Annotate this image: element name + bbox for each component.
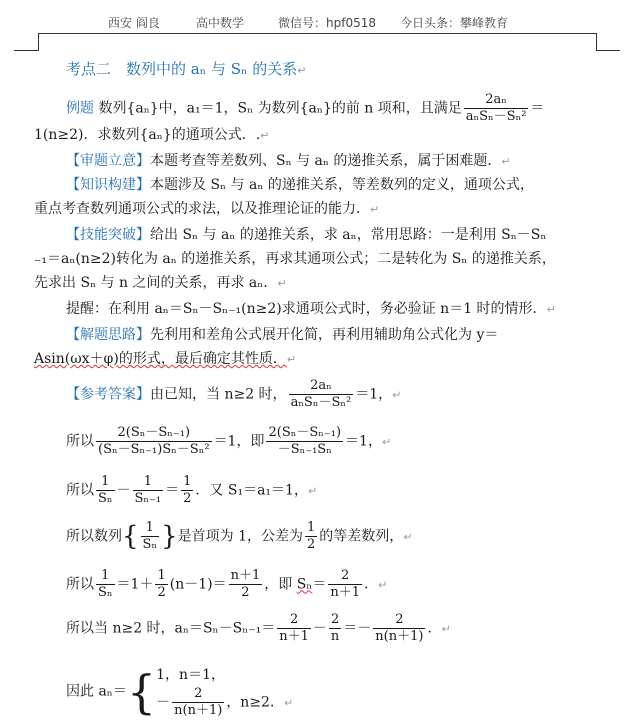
- answer-l3-post: ．又 S₁＝a₁＝1，: [195, 482, 308, 499]
- page-header: [0, 10, 634, 32]
- answer-l6-fraction-1: [277, 612, 311, 645]
- answer-l3-fraction-1: [96, 474, 115, 507]
- text-jieti-cont: Asin(ωx＋φ)的形式，最后确定其性质．: [34, 351, 287, 367]
- section-line-3: 重点考查数列通项公式的求法，以及推理论证的能力．↵: [34, 201, 380, 217]
- answer-l5-fraction-4: [328, 568, 362, 601]
- section-title: 考点二 数列中的 aₙ 与 Sₙ 的关系↵: [66, 60, 307, 78]
- frac-num: 1: [141, 520, 160, 537]
- answer-l5-mid3: ，即: [264, 576, 297, 593]
- frac-num: 2: [328, 568, 362, 585]
- example-condition-fraction: [464, 92, 529, 125]
- condition-denominator: aₙSₙ－Sₙ²: [465, 109, 527, 124]
- answer-l5-fraction-2: [155, 568, 167, 601]
- answer-line-1: 【参考答案】由已知，当 n≥2 时， $\frac{\text{2aₙ}}{\text{aₙSₙ－Sₙ²}}$ ＝1，↵: [66, 378, 402, 410]
- label-shenti: 【审题立意】: [66, 153, 150, 169]
- answer-line-2: 所以 $\frac{\text{2(Sₙ－Sₙ₋₁)}}{\text{(Sₙ－Sₙ₋₁)Sₙ－Sₙ²}}$ ＝1，即 $\frac{\text{2(Sₙ－Sₙ₋₁)}}{\text{－Sₙ₋₁Sₙ}}$ ＝1，↵: [66, 425, 392, 457]
- header-wechat: 微信号：hpf0518: [278, 16, 376, 30]
- section-line-8: [66, 326, 498, 344]
- section-line-5: [34, 250, 556, 268]
- frac-den: Sₙ: [142, 537, 158, 552]
- piecewise-brace: {: [126, 664, 157, 719]
- answer-l4-fraction-2: [305, 520, 317, 553]
- answer-l5-mid2: (n－1)＝: [169, 576, 227, 593]
- frac-num: n＋1: [230, 568, 261, 583]
- margin-corner-right: [596, 33, 597, 51]
- case-2-fraction: [172, 686, 224, 719]
- section-line-2: [66, 176, 534, 194]
- answer-l4-post: 的等差数列，: [319, 528, 404, 545]
- case-2-post: ，n≥2．: [226, 694, 284, 711]
- frac-num: 1: [96, 474, 115, 491]
- answer-l3-eq: ＝: [165, 482, 180, 499]
- piecewise-cases: [156, 664, 293, 719]
- text-jineng-end: 先求出 Sₙ 与 n 之间的关系，再求 aₙ．: [34, 275, 278, 291]
- frac-num: 1: [157, 568, 166, 583]
- case-2-pre: －: [156, 694, 171, 711]
- answer-l1-fraction: [289, 378, 354, 411]
- answer-l6-eq: ＝－: [343, 620, 372, 637]
- answer-line-7: [66, 664, 293, 719]
- left-brace: {: [122, 521, 139, 552]
- frac-num: 2: [172, 686, 224, 703]
- label-zhishi: 【知识构建】: [66, 177, 150, 193]
- frac-den: n＋1: [330, 585, 361, 600]
- frac-num: 2(Sₙ－Sₙ₋₁): [268, 425, 342, 440]
- frac-num: 2: [277, 612, 311, 629]
- text-jineng-cont: ₋₁＝aₙ(n≥2)转化为 aₙ 的递推关系，再求其通项公式；二是转化为 Sₙ 的递推关系，: [34, 251, 556, 267]
- answer-l6-fraction-2: [329, 612, 341, 645]
- answer-l5-eq: ＝: [312, 576, 327, 593]
- answer-l5-fraction-3: [229, 568, 263, 601]
- answer-l2-fraction-2: [266, 425, 343, 458]
- text-jieti: 先利用和差角公式展开化简，再利用辅助角公式化为 y＝: [150, 327, 499, 343]
- answer-l6-fraction-3: [373, 612, 425, 645]
- answer-l6-pre: 所以当 n≥2 时，aₙ＝Sₙ－Sₙ₋₁＝: [66, 620, 276, 637]
- frac-den: n＋1: [279, 629, 309, 644]
- frac-den: 2: [306, 537, 316, 552]
- answer-l3-pre: 所以: [66, 482, 94, 499]
- frac-num: 1: [183, 474, 192, 489]
- frac-den: n(n＋1): [375, 629, 424, 644]
- text-jineng: 给出 Sₙ 与 aₙ 的递推关系，求 aₙ，常用思路：一是利用 Sₙ－Sₙ: [150, 227, 547, 243]
- frac-den: Sₙ₋₁: [134, 491, 162, 506]
- label-answer: 【参考答案】: [66, 386, 150, 403]
- example-label: 例题: [66, 100, 94, 117]
- answer-l1-pre: 由已知，当 n≥2 时，: [150, 386, 287, 403]
- answer-l2-post: ＝1，: [345, 433, 382, 450]
- answer-l5-sn: Sₙ: [296, 576, 313, 593]
- case-2: － $\frac{2}{n(n+1)}$ ，n≥2．↵: [156, 686, 294, 718]
- frac-den: 2: [183, 491, 192, 506]
- answer-l3-fraction-2: [133, 474, 164, 507]
- section-line-6: 先求出 Sₙ 与 n 之间的关系，再求 aₙ．↵: [34, 275, 287, 291]
- label-jieti: 【解题思路】: [66, 327, 150, 343]
- frac-den: 2: [241, 585, 250, 600]
- answer-l2-mid: ＝1，即: [213, 433, 265, 450]
- condition-numerator: 2aₙ: [464, 92, 529, 109]
- text-zhishi: 本题涉及 Sₙ 与 aₙ 的递推关系，等差数列的定义，通项公式，: [150, 177, 534, 193]
- answer-l3-fraction-3: [181, 474, 193, 507]
- answer-l1-post: ＝1，: [355, 386, 393, 403]
- frac-num: 1: [306, 520, 316, 535]
- frac-num: 2(Sₙ－Sₙ₋₁): [96, 425, 212, 442]
- section-line-7: 提醒：在利用 aₙ＝Sₙ－Sₙ₋₁(n≥2)求通项公式时，务必验证 n＝1 时的情形．↵: [66, 301, 556, 317]
- answer-l6-post: ．: [427, 620, 442, 637]
- frac-num: 2: [329, 612, 341, 629]
- frac-den: －Sₙ₋₁Sₙ: [277, 442, 332, 457]
- case-1: 1，n＝1，: [156, 667, 225, 683]
- section-line-1: 【审题立意】本题考查等差数列、Sₙ 与 aₙ 的递推关系，属于困难题．↵: [66, 153, 511, 169]
- section-title-text: 考点二 数列中的 aₙ 与 Sₙ 的关系: [66, 60, 298, 78]
- answer-l6-minus: －: [312, 620, 327, 637]
- answer-line-3: 所以 $\frac{1}{\text{Sₙ}}$ － $\frac{1}{\text{Sₙ₋₁}}$ ＝ $\frac{1}{2}$ ．又 S₁＝a₁＝1，↵: [66, 474, 318, 506]
- frac-den: n(n＋1): [174, 703, 223, 718]
- margin-corner-left-h: [14, 50, 38, 51]
- margin-corner-right-h: [596, 50, 620, 51]
- section-line-9: Asin(ωx＋φ)的形式，最后确定其性质．↵: [34, 351, 297, 367]
- frac-num: 1: [133, 474, 164, 491]
- answer-l7-pre: 因此 aₙ＝: [66, 683, 127, 700]
- answer-l2-pre: 所以: [66, 433, 94, 450]
- answer-l4-mid: 是首项为 1，公差为: [177, 528, 303, 545]
- answer-l5-pre: 所以: [66, 576, 94, 593]
- frac-den: Sₙ: [98, 491, 113, 506]
- answer-l2-fraction-1: [96, 425, 212, 458]
- text-zhishi-cont: 重点考查数列通项公式的求法，以及推理论证的能力．: [34, 201, 370, 217]
- example-text-1: 数列{aₙ}中，a₁＝1，Sₙ 为数列{aₙ}的前 n 项和，且满足: [94, 100, 462, 117]
- condition-equals: ＝: [530, 100, 545, 117]
- answer-line-4: 所以数列{ $\frac{1}{\text{Sₙ}}$ }是首项为 1，公差为 $\frac{1}{2}$ 的等差数列，↵: [66, 520, 413, 552]
- label-jineng: 【技能突破】: [66, 227, 150, 243]
- right-brace: }: [161, 521, 178, 552]
- text-shenti: 本题考查等差数列、Sₙ 与 aₙ 的递推关系，属于困难题．: [150, 153, 502, 169]
- frac-num: 2: [373, 612, 425, 629]
- answer-l5-fraction-1: [96, 568, 115, 601]
- margin-corner-left: [38, 33, 39, 51]
- header-toutiao: 今日头条：攀峰教育: [400, 16, 509, 30]
- text-reminder: 提醒：在利用 aₙ＝Sₙ－Sₙ₋₁(n≥2)求通项公式时，务必验证 n＝1 时的情形．: [66, 301, 547, 317]
- example-text-2: 1(n≥2)．求数列{aₙ}的通项公式．.: [34, 127, 261, 143]
- section-line-4: [66, 226, 546, 244]
- frac-num: 2aₙ: [289, 378, 354, 395]
- example-line-2: 1(n≥2)．求数列{aₙ}的通项公式．.↵: [34, 127, 270, 143]
- answer-line-6: 所以当 n≥2 时，aₙ＝Sₙ－Sₙ₋₁＝ $\frac{2}{n+1}$ － $\frac{2}{n}$ ＝－ $\frac{2}{n(n+1)}$ ．↵: [66, 612, 451, 644]
- header-subject: 高中数学: [196, 16, 245, 30]
- frac-den: Sₙ: [98, 585, 113, 600]
- answer-l4-fraction-1: [141, 520, 160, 553]
- example-line-1: [66, 92, 544, 125]
- frac-den: n: [330, 629, 340, 644]
- answer-l4-pre: 所以数列: [66, 528, 122, 545]
- answer-l5-post: ．: [364, 576, 379, 593]
- answer-l3-minus: －: [116, 482, 131, 499]
- frac-den: aₙSₙ－Sₙ²: [290, 395, 352, 410]
- frac-num: 1: [96, 568, 115, 585]
- header-rule: [38, 33, 596, 34]
- frac-den: 2: [157, 585, 166, 600]
- header-author: 西安 阎良: [108, 16, 160, 30]
- frac-den: (Sₙ－Sₙ₋₁)Sₙ－Sₙ²: [98, 442, 210, 457]
- answer-l5-mid: ＝1＋: [116, 576, 154, 593]
- answer-line-5: 所以 $\frac{1}{\text{Sₙ}}$ ＝1＋ $\frac{1}{2}$ (n－1)＝ $\frac{n+1}{2}$ ，即 Sₙ＝ $\frac{2}{n+1}$ ．↵: [66, 568, 388, 600]
